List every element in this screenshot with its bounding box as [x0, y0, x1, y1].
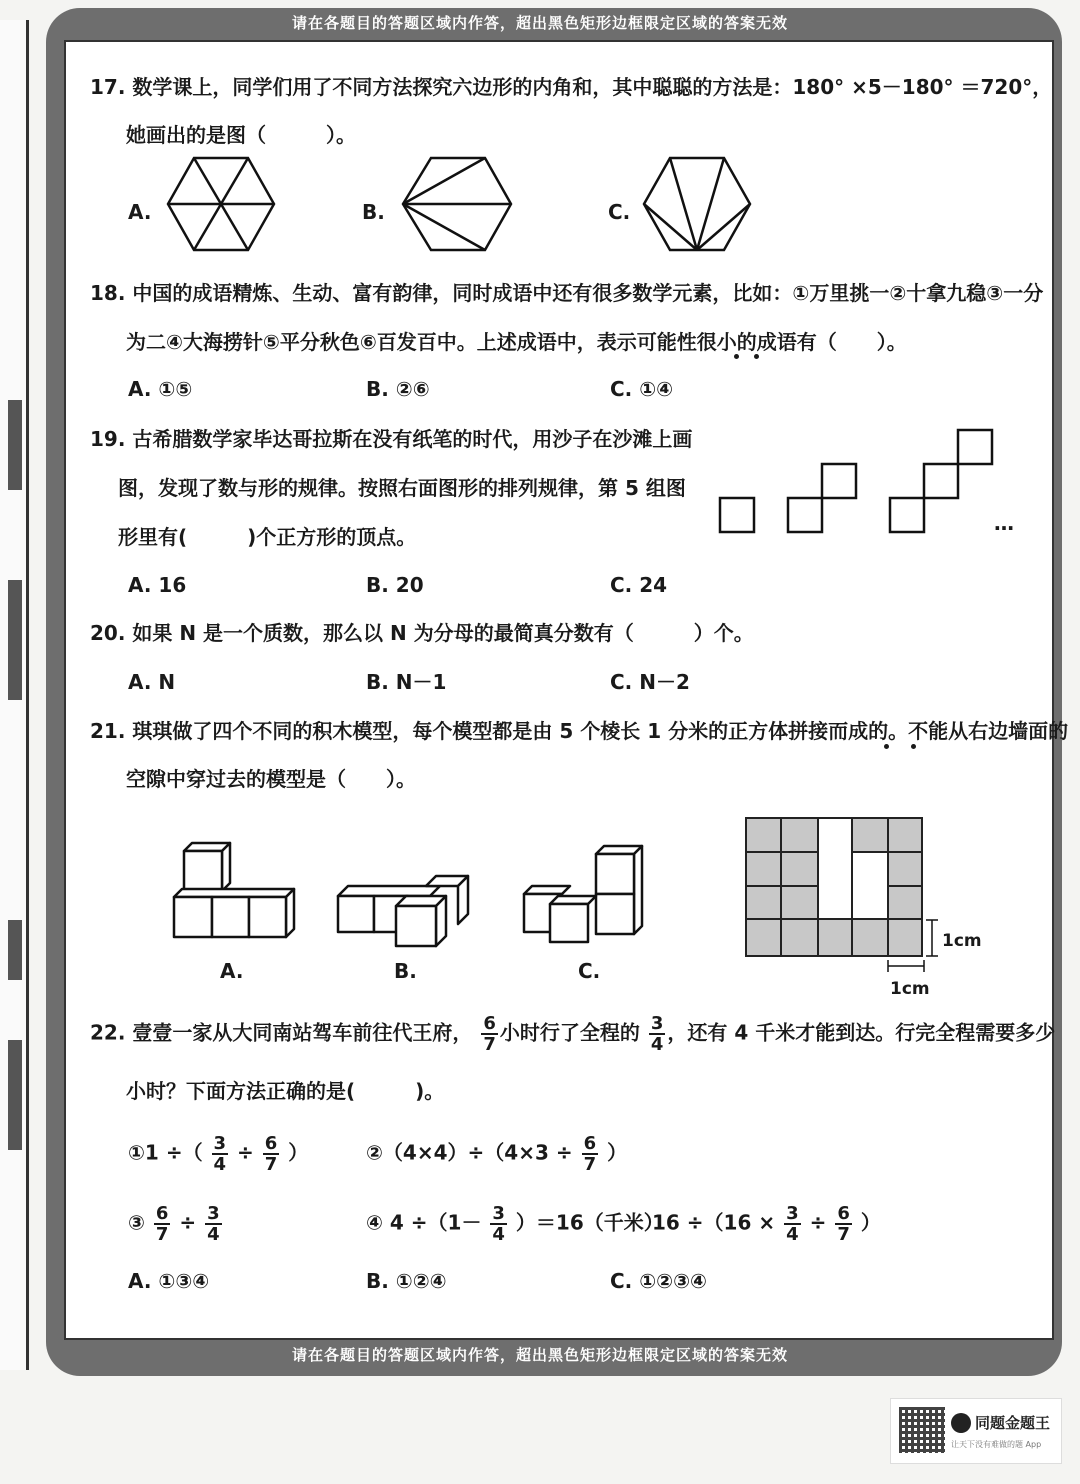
q18-line1: 18. 中国的成语精炼、生动、富有韵律，同时成语中还有很多数学元素，比如：①万里挑一②十拿九稳③一分 [90, 281, 1044, 305]
q21-option-b: B. [394, 959, 417, 983]
q18-option-c: C. ①④ [610, 377, 674, 401]
dimension-label-vertical: 1cm [942, 931, 982, 951]
q20-option-b: B. N－1 [366, 670, 447, 694]
q20-line1: 20. 如果 N 是一个质数，那么以 N 为分母的最简真分数有（ ）个。 [90, 621, 754, 645]
q21-line2: 空隙中穿过去的模型是（ ）。 [126, 767, 416, 791]
q17-line2: 她画出的是图（ ）。 [126, 123, 356, 147]
q17-option-a: A. [128, 200, 152, 224]
hexagon-b-figure [401, 154, 513, 254]
q22-option-c: C. ①②③④ [610, 1269, 707, 1293]
q21-line1: 21. 琪琪做了四个不同的积木模型，每个模型都是由 5 个棱长 1 分米的正方体拼接而成的。不能从右边墙面的 [90, 719, 1069, 743]
q18-option-b: B. ②⑥ [366, 377, 430, 401]
block-model-c-figure [518, 842, 648, 948]
q22-method-3: ③ $\frac{6}{7}$ ÷ $\frac{3}{4}$ [128, 1203, 220, 1245]
q22-line1: 22. 壹壹一家从大同南站驾车前往代王府， $\frac{6}{7}$ 小时行了全程的 $\frac{3}{4}$ ，还有 4 千米才能到达。行完全程需要多少 [90, 1013, 1056, 1055]
q20-option-a: A. N [128, 670, 176, 694]
q22-method-4: ④ 4 ÷（1－ $\frac{3}{4}$ ）＝16（千米） [366, 1203, 664, 1245]
q19-line2: 图，发现了数与形的规律。按照右面图形的排列规律，第 5 组图 [118, 476, 686, 500]
fraction: $\frac{6}{7}$ [483, 1013, 496, 1055]
q20-option-c: C. N－2 [610, 670, 690, 694]
app-name: 同题金题王 [975, 1414, 1051, 1432]
q21-option-c: C. [578, 959, 601, 983]
emphasis-dot [754, 354, 759, 359]
emphasis-dot [734, 354, 739, 359]
app-tagline: 让天下没有难做的题 App [951, 1440, 1042, 1449]
q22-method-4-continued: 16 ÷（16 × $\frac{3}{4}$ ÷ $\frac{6}{7}$ ） [652, 1203, 881, 1245]
q17-line1: 17. 数学课上，同学们用了不同方法探究六边形的内角和，其中聪聪的方法是：180° ×5－180° ＝720°， [90, 75, 1053, 99]
q19-option-b: B. 20 [366, 573, 424, 597]
q19-option-c: C. 24 [610, 573, 668, 597]
emphasis-dot [884, 744, 889, 749]
hexagon-a-figure [166, 154, 276, 254]
hexagon-c-figure [642, 154, 752, 254]
q17-option-b: B. [362, 200, 385, 224]
block-model-b-figure [334, 862, 484, 952]
block-model-a-figure [166, 837, 306, 943]
pattern-ellipsis: … [994, 511, 1014, 535]
q22-method-1: ①1 ÷（ $\frac{3}{4}$ ÷ $\frac{6}{7}$ ） [128, 1133, 309, 1175]
q19-line3: 形里有( )个正方形的顶点。 [118, 525, 417, 549]
q22-option-a: A. ①③④ [128, 1269, 210, 1293]
q22-option-b: B. ①②④ [366, 1269, 447, 1293]
adjacent-page-edge [0, 20, 29, 1370]
q17-option-c: C. [608, 200, 631, 224]
app-logo-icon [951, 1413, 971, 1433]
exam-page [64, 40, 1069, 1340]
q18-line2: 为二④大海捞针⑤平分秋色⑥百发百中。上述成语中，表示可能性很小的成语有（ ）。 [126, 330, 907, 354]
q22-line2: 小时？下面方法正确的是( )。 [126, 1079, 445, 1103]
emphasis-dot [911, 744, 916, 749]
qr-code-icon [899, 1407, 945, 1453]
fraction: $\frac{3}{4}$ [650, 1013, 664, 1055]
q19-line1: 19. 古希腊数学家毕达哥拉斯在没有纸笔的时代，用沙子在沙滩上画 [90, 427, 693, 451]
header-notice: 请在各题目的答题区域内作答，超出黑色矩形边框限定区域的答案无效 [291, 14, 788, 32]
app-watermark [890, 1398, 1062, 1464]
footer-notice: 请在各题目的答题区域内作答，超出黑色矩形边框限定区域的答案无效 [291, 1346, 788, 1364]
q18-option-a: A. ①⑤ [128, 377, 193, 401]
q21-option-a: A. [220, 959, 244, 983]
q19-option-a: A. 16 [128, 573, 187, 597]
q22-method-2: ②（4×4）÷（4×3 ÷ $\frac{6}{7}$ ） [366, 1133, 628, 1175]
dimension-label-horizontal: 1cm [890, 979, 930, 999]
